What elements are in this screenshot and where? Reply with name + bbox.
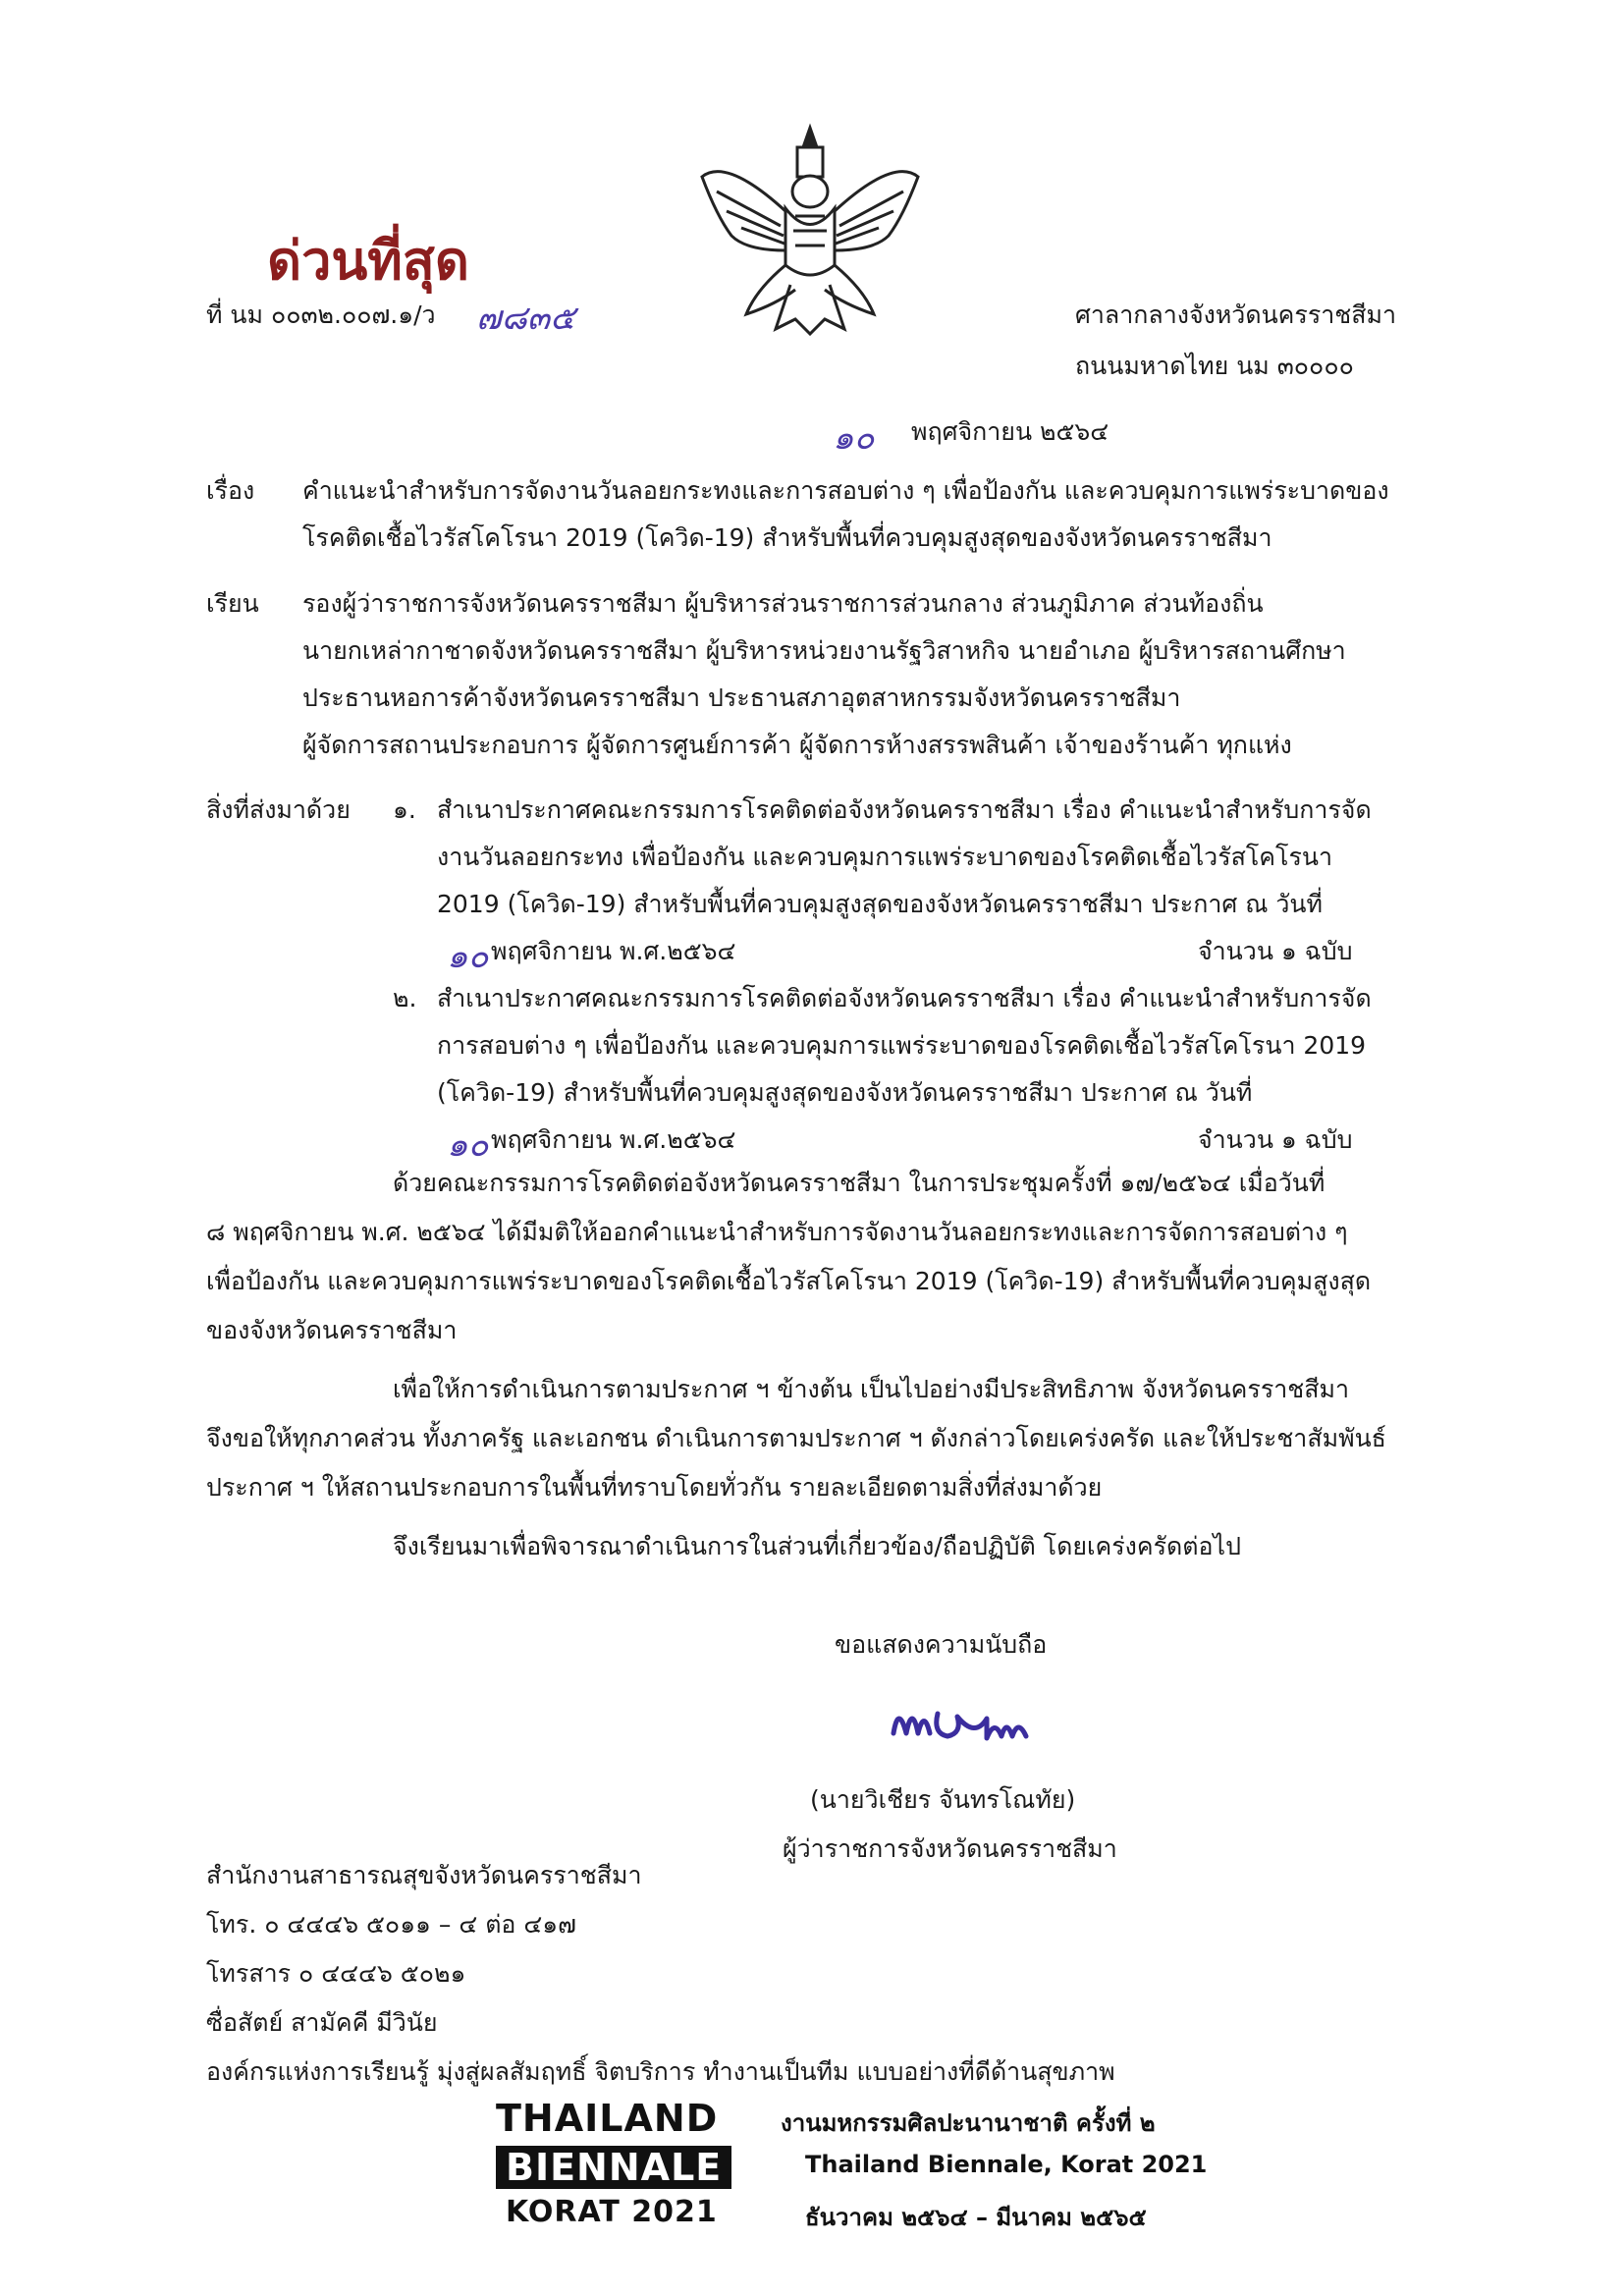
body-paragraph1-line3: เพื่อป้องกัน และควบคุมการแพร่ระบาดของโรคติดเชื้อไวรัสโคโรนา 2019 (โควิด-19) สำหรับพื้นที่ควบคุมสูงสุด xyxy=(206,1267,1372,1295)
body-paragraph2-line1: เพื่อให้การดำเนินการตามประกาศ ฯ ข้างต้น เป็นไปอย่างมีประสิทธิภาพ จังหวัดนครราชสีมา xyxy=(393,1375,1350,1403)
to-line3: ประธานหอการค้าจังหวัดนครราชสีมา ประธานสภาอุตสาหกรรมจังหวัดนครราชสีมา xyxy=(302,683,1181,712)
to-line1: รองผู้ว่าราชการจังหวัดนครราชสีมา ผู้บริหารส่วนราชการส่วนกลาง ส่วนภูมิภาค ส่วนท้องถิ่น xyxy=(302,589,1264,618)
date-day-handwritten: ๑๐ xyxy=(833,418,875,458)
body-paragraph2-line3: ประกาศ ฯ ให้สถานประกอบการในพื้นที่ทราบโดยทั่วกัน รายละเอียดตามสิ่งที่ส่งมาด้วย xyxy=(206,1473,1103,1502)
date-month-year: พฤศจิกายน ๒๕๖๔ xyxy=(911,417,1109,446)
to-line2: นายกเหล่ากาชาดจังหวัดนครราชสีมา ผู้บริหารหน่วยงานรัฐวิสาหกิจ นายอำเภอ ผู้บริหารสถานศึกษา xyxy=(302,636,1346,665)
body-paragraph1-line4: ของจังหวัดนครราชสีมา xyxy=(206,1316,458,1344)
enclosure-2-line2: การสอบต่าง ๆ เพื่อป้องกัน และควบคุมการแพร่ระบาดของโรคติดเชื้อไวรัสโคโรนา 2019 xyxy=(437,1031,1367,1060)
reference-number-handwritten: ๗๘๓๕ xyxy=(476,299,575,338)
enclosure-1-number: ๑. xyxy=(393,795,416,824)
enclosure-2-line3: (โควิด-19) สำหรับพื้นที่ควบคุมสูงสุดของจังหวัดนครราชสีมา ประกาศ ณ วันที่ xyxy=(437,1078,1253,1107)
enclosures-label: สิ่งที่ส่งมาด้วย xyxy=(206,795,351,824)
enclosure-2-number: ๒. xyxy=(393,984,417,1012)
contact-motto: องค์กรแห่งการเรียนรู้ มุ่งสู่ผลสัมฤทธิ์ จิตบริการ ทำงานเป็นทีม แบบอย่างที่ดีด้านสุขภาพ xyxy=(206,2057,1115,2086)
enclosure-1-line3: 2019 (โควิด-19) สำหรับพื้นที่ควบคุมสูงสุดของจังหวัดนครราชสีมา ประกาศ ณ วันที่ xyxy=(437,890,1323,918)
to-label: เรียน xyxy=(206,589,259,618)
office-address-line2: ถนนมหาดไทย นม ๓๐๐๐๐ xyxy=(1075,352,1354,380)
biennale-logo-line3: KORAT 2021 xyxy=(506,2195,718,2229)
enclosure-1-day-handwritten: ๑๐ xyxy=(447,937,489,976)
body-paragraph2-line2: จึงขอให้ทุกภาคส่วน ทั้งภาครัฐ และเอกชน ดำเนินการตามประกาศ ฯ ดังกล่าวโดยเคร่งครัด และให้ประชาสัมพันธ์ xyxy=(206,1424,1386,1452)
enclosure-2-day-handwritten: ๑๐ xyxy=(447,1125,489,1165)
contact-office: สำนักงานสาธารณสุขจังหวัดนครราชสีมา xyxy=(206,1861,642,1889)
subject-line1: คำแนะนำสำหรับการจัดงานวันลอยกระทงและการสอบต่าง ๆ เพื่อป้องกัน และควบคุมการแพร่ระบาดของ xyxy=(302,476,1389,505)
body-paragraph1-line1: ด้วยคณะกรรมการโรคติดต่อจังหวัดนครราชสีมา ในการประชุมครั้งที่ ๑๗/๒๕๖๔ เมื่อวันที่ xyxy=(393,1169,1325,1197)
biennale-logo-line1: THAILAND xyxy=(496,2097,719,2140)
subject-label: เรื่อง xyxy=(206,476,255,505)
signature xyxy=(889,1689,1046,1758)
enclosure-1-line2: งานวันลอยกระทง เพื่อป้องกัน และควบคุมการแพร่ระบาดของโรคติดเชื้อไวรัสโคโรนา xyxy=(437,843,1333,871)
subject-line2: โรคติดเชื้อไวรัสโคโรนา 2019 (โควิด-19) สำหรับพื้นที่ควบคุมสูงสุดของจังหวัดนครราชสีมา xyxy=(302,523,1272,552)
reference-number: ที่ นม ๐๐๓๒.๐๐๗.๑/ว xyxy=(206,301,436,329)
closing-regards: ขอแสดงความนับถือ xyxy=(835,1630,1048,1659)
enclosure-2-date: พฤศจิกายน พ.ศ.๒๕๖๔ xyxy=(491,1125,736,1154)
enclosure-2-count: จำนวน ๑ ฉบับ xyxy=(1198,1125,1353,1154)
urgent-stamp: ด่วนที่สุด xyxy=(267,230,469,292)
body-paragraph3-line1: จึงเรียนมาเพื่อพิจารณาดำเนินการในส่วนที่เกี่ยวข้อง/ถือปฏิบัติ โดยเคร่งครัดต่อไป xyxy=(393,1532,1241,1560)
garuda-emblem-icon xyxy=(687,118,933,344)
contact-values: ซื่อสัตย์ สามัคคี มีวินัย xyxy=(206,2008,438,2037)
signer-name: (นายวิเชียร จันทรโณทัย) xyxy=(810,1785,1076,1814)
contact-fax: โทรสาร ๐ ๔๔๔๖ ๕๐๒๑ xyxy=(206,1959,466,1988)
enclosure-1-line1: สำเนาประกาศคณะกรรมการโรคติดต่อจังหวัดนครราชสีมา เรื่อง คำแนะนำสำหรับการจัด xyxy=(437,795,1372,824)
enclosure-1-date: พฤศจิกายน พ.ศ.๒๕๖๔ xyxy=(491,937,736,965)
enclosure-2-line1: สำเนาประกาศคณะกรรมการโรคติดต่อจังหวัดนครราชสีมา เรื่อง คำแนะนำสำหรับการจัด xyxy=(437,984,1372,1012)
office-address-line1: ศาลากลางจังหวัดนครราชสีมา xyxy=(1075,301,1397,329)
signer-position: ผู้ว่าราชการจังหวัดนครราชสีมา xyxy=(783,1834,1117,1863)
enclosure-1-count: จำนวน ๑ ฉบับ xyxy=(1198,937,1353,965)
biennale-logo-line2: BIENNALE xyxy=(496,2146,731,2189)
contact-telephone: โทร. ๐ ๔๔๔๖ ๕๐๑๑ – ๔ ต่อ ๔๑๗ xyxy=(206,1910,576,1939)
to-line4: ผู้จัดการสถานประกอบการ ผู้จัดการศูนย์การค้า ผู้จัดการห้างสรรพสินค้า เจ้าของร้านค้า ทุกแห่ง xyxy=(302,731,1292,759)
biennale-event-name: Thailand Biennale, Korat 2021 xyxy=(805,2151,1208,2178)
body-paragraph1-line2: ๘ พฤศจิกายน พ.ศ. ๒๕๖๔ ได้มีมติให้ออกคำแนะนำสำหรับการจัดงานวันลอยกระทงและการจัดการสอบต่าง ๆ xyxy=(206,1218,1348,1246)
biennale-event-dates: ธันวาคม ๒๕๖๔ – มีนาคม ๒๕๖๕ xyxy=(805,2204,1147,2231)
biennale-event-title: งานมหกรรมศิลปะนานาชาติ ครั้งที่ ๒ xyxy=(781,2109,1156,2137)
